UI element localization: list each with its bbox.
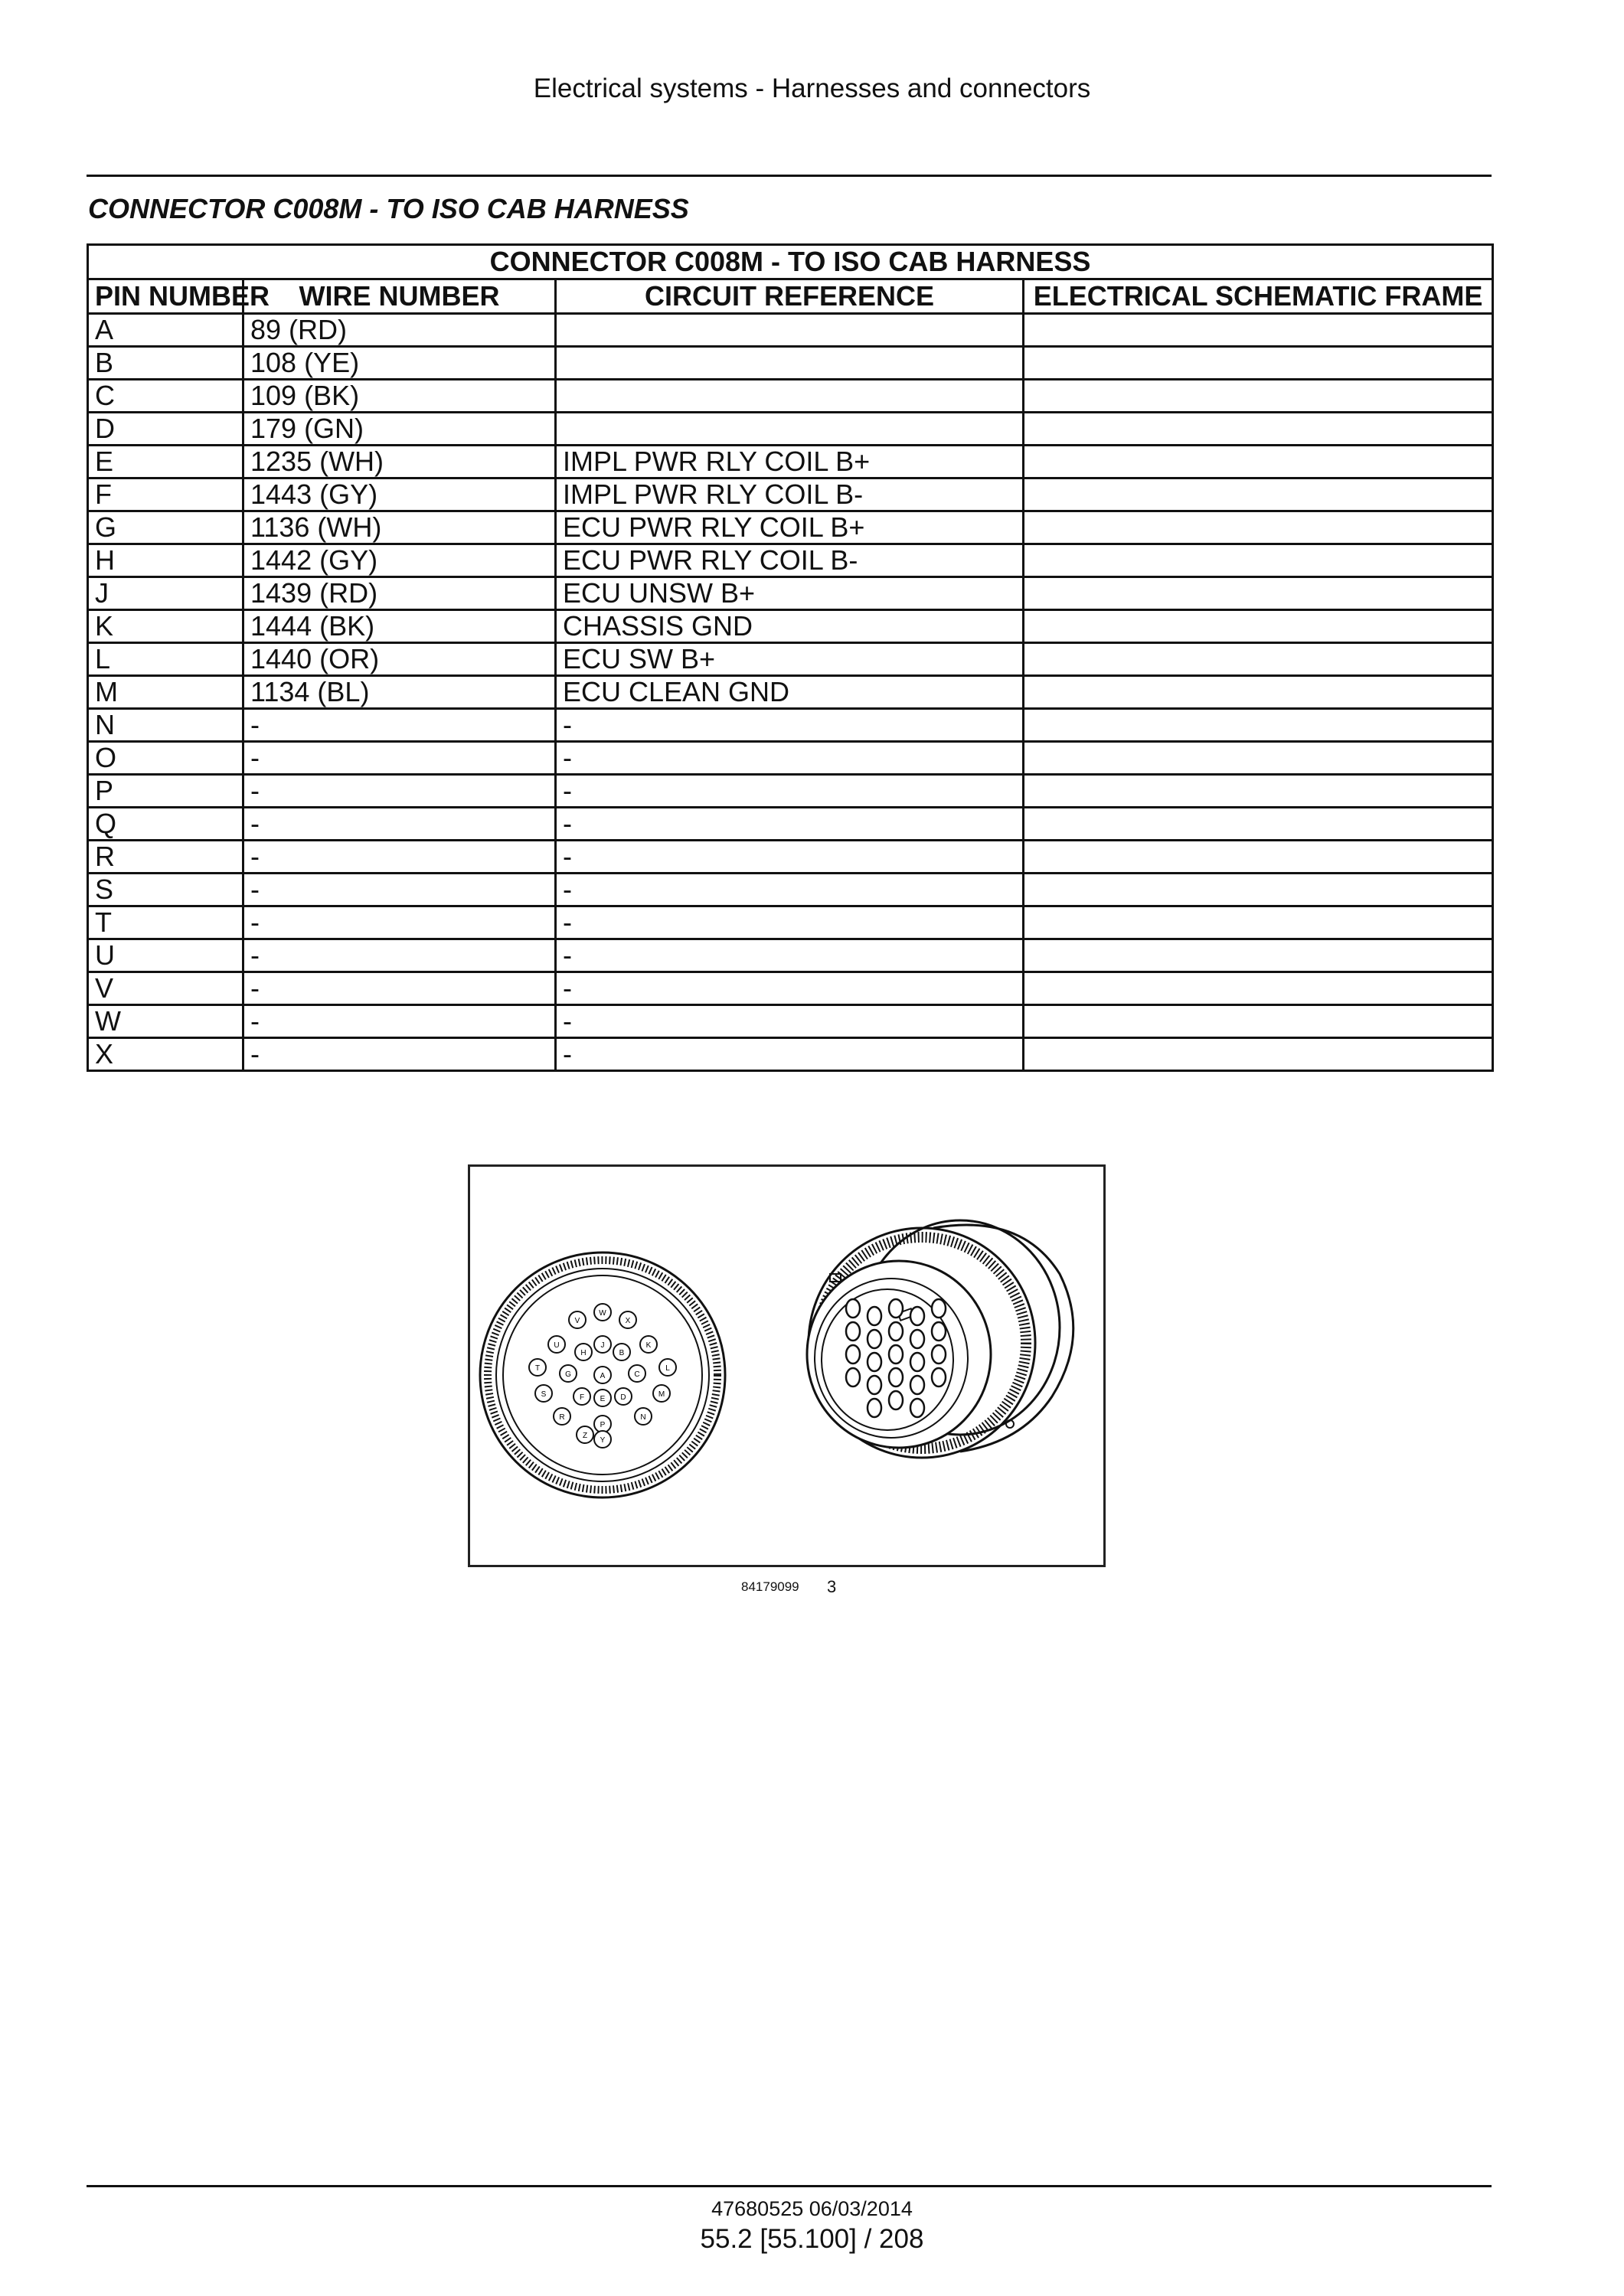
table-row (88, 380, 1493, 413)
schematic-frame-cell (1024, 413, 1493, 446)
schematic-frame-cell (1024, 742, 1493, 775)
table-row (88, 511, 1493, 544)
pin-cell: F (88, 478, 243, 511)
table-row (88, 643, 1493, 676)
table-row (88, 413, 1493, 446)
table-row (88, 314, 1493, 347)
column-header-wire-number: WIRE NUMBER (243, 279, 556, 314)
connector-pin-label: K (645, 1341, 652, 1350)
circuit-reference-cell: ECU PWR RLY COIL B+ (556, 511, 1024, 544)
column-header-circuit-reference: CIRCUIT REFERENCE (556, 279, 1024, 314)
pin-socket-icon (846, 1299, 860, 1318)
wire-number-cell: 1440 (OR) (243, 643, 556, 676)
wire-number-cell: 89 (RD) (243, 314, 556, 347)
circuit-reference-cell: - (556, 808, 1024, 841)
circuit-reference-cell: ECU PWR RLY COIL B- (556, 544, 1024, 577)
schematic-frame-cell (1024, 972, 1493, 1005)
schematic-frame-cell (1024, 511, 1493, 544)
table-row (88, 841, 1493, 874)
schematic-frame-cell (1024, 544, 1493, 577)
wire-number-cell: - (243, 939, 556, 972)
pin-cell: A (88, 314, 243, 347)
pin-cell: Q (88, 808, 243, 841)
schematic-frame-cell (1024, 347, 1493, 380)
wire-number-cell: 1443 (GY) (243, 478, 556, 511)
table-row (88, 676, 1493, 709)
connector-pin-label: R (559, 1413, 565, 1422)
wire-number-cell: - (243, 1005, 556, 1038)
schematic-frame-cell (1024, 841, 1493, 874)
connector-pin-label: E (600, 1395, 606, 1403)
circuit-reference-cell: ECU CLEAN GND (556, 676, 1024, 709)
circuit-reference-cell: IMPL PWR RLY COIL B+ (556, 446, 1024, 478)
table-row (88, 775, 1493, 808)
pin-socket-icon (889, 1391, 903, 1409)
pin-socket-icon (889, 1368, 903, 1386)
pin-socket-icon (868, 1353, 881, 1371)
connector-pin-label: N (640, 1413, 646, 1422)
pin-socket-icon (932, 1322, 946, 1341)
pin-cell: D (88, 413, 243, 446)
pin-cell: R (88, 841, 243, 874)
page-reference: 55.2 [55.100] / 208 (700, 2224, 924, 2254)
wire-number-cell: - (243, 742, 556, 775)
connector-side-view (807, 1220, 1073, 1458)
schematic-frame-cell (1024, 1005, 1493, 1038)
schematic-frame-cell (1024, 314, 1493, 347)
connector-pin-label: T (534, 1364, 541, 1373)
connector-pin-label: U (554, 1341, 560, 1350)
pin-cell: T (88, 906, 243, 939)
pin-cell: N (88, 709, 243, 742)
page-header-title: Electrical systems - Harnesses and connectors (533, 73, 1091, 103)
circuit-reference-cell (556, 347, 1024, 380)
pin-socket-icon (910, 1399, 924, 1417)
connector-pin-label: G (565, 1370, 571, 1379)
table-row (88, 939, 1493, 972)
table-row (88, 446, 1493, 478)
table-row (88, 1005, 1493, 1038)
schematic-frame-cell (1024, 577, 1493, 610)
connector-pin-label: V (574, 1317, 580, 1325)
pin-socket-icon (889, 1299, 903, 1318)
pin-cell: W (88, 1005, 243, 1038)
connector-pin-label: H (580, 1349, 587, 1357)
connector-pin-label: A (600, 1372, 606, 1380)
pin-socket-icon (932, 1368, 946, 1386)
connector-pin-label: D (620, 1393, 626, 1402)
schematic-frame-cell (1024, 775, 1493, 808)
pin-socket-icon (910, 1330, 924, 1348)
table-row (88, 478, 1493, 511)
pin-cell: H (88, 544, 243, 577)
wire-number-cell: - (243, 972, 556, 1005)
pin-cell: X (88, 1038, 243, 1071)
schematic-frame-cell (1024, 1038, 1493, 1071)
pin-cell: B (88, 347, 243, 380)
table-row (88, 577, 1493, 610)
schematic-frame-cell (1024, 478, 1493, 511)
pin-cell: K (88, 610, 243, 643)
wire-number-cell: 1439 (RD) (243, 577, 556, 610)
wire-number-cell: 1136 (WH) (243, 511, 556, 544)
pin-cell: S (88, 874, 243, 906)
pin-socket-icon (910, 1307, 924, 1325)
connector-face-view (480, 1253, 725, 1497)
connector-pin-label: Z (582, 1432, 588, 1440)
connector-illustration (470, 1167, 1108, 1569)
wire-number-cell: 1134 (BL) (243, 676, 556, 709)
pin-cell: M (88, 676, 243, 709)
pin-socket-icon (868, 1307, 881, 1325)
pin-socket-icon (868, 1330, 881, 1348)
pin-socket-icon (846, 1368, 860, 1386)
table-row (88, 808, 1493, 841)
connector-pin-label: P (600, 1421, 606, 1429)
schematic-frame-cell (1024, 939, 1493, 972)
connector-pin-label: X (625, 1317, 631, 1325)
circuit-reference-cell: - (556, 1038, 1024, 1071)
pin-socket-icon (910, 1376, 924, 1394)
connector-pin-label: W (599, 1309, 606, 1318)
connector-pin-label: B (619, 1349, 625, 1357)
wire-number-cell: 1235 (WH) (243, 446, 556, 478)
schematic-frame-cell (1024, 446, 1493, 478)
wire-number-cell: - (243, 709, 556, 742)
table-row (88, 972, 1493, 1005)
wire-number-cell: - (243, 906, 556, 939)
connector-figure (468, 1164, 1106, 1567)
pin-cell: O (88, 742, 243, 775)
circuit-reference-cell: - (556, 742, 1024, 775)
wire-number-cell: 1442 (GY) (243, 544, 556, 577)
pin-cell: U (88, 939, 243, 972)
wire-number-cell: 108 (YE) (243, 347, 556, 380)
table-row (88, 610, 1493, 643)
schematic-frame-cell (1024, 643, 1493, 676)
pin-socket-icon (868, 1376, 881, 1394)
schematic-frame-cell (1024, 709, 1493, 742)
table-caption: CONNECTOR C008M - TO ISO CAB HARNESS (88, 245, 1493, 279)
figure-number: 3 (827, 1577, 837, 1596)
connector-table (87, 243, 1494, 1072)
wire-number-cell: - (243, 808, 556, 841)
table-row (88, 709, 1493, 742)
circuit-reference-cell: ECU UNSW B+ (556, 577, 1024, 610)
circuit-reference-cell: CHASSIS GND (556, 610, 1024, 643)
wire-number-cell: 109 (BK) (243, 380, 556, 413)
pin-cell: V (88, 972, 243, 1005)
circuit-reference-cell: - (556, 709, 1024, 742)
table-body (88, 314, 1493, 1071)
table-row (88, 742, 1493, 775)
connector-pin-label: M (658, 1390, 665, 1399)
circuit-reference-cell (556, 413, 1024, 446)
pin-cell: L (88, 643, 243, 676)
connector-pin-label: S (541, 1390, 547, 1399)
table-row (88, 874, 1493, 906)
circuit-reference-cell: IMPL PWR RLY COIL B- (556, 478, 1024, 511)
circuit-reference-cell: ECU SW B+ (556, 643, 1024, 676)
wire-number-cell: - (243, 874, 556, 906)
wire-number-cell: - (243, 1038, 556, 1071)
wire-number-cell: 179 (GN) (243, 413, 556, 446)
circuit-reference-cell (556, 314, 1024, 347)
pin-socket-icon (932, 1345, 946, 1364)
pin-socket-icon (846, 1322, 860, 1341)
schematic-frame-cell (1024, 906, 1493, 939)
schematic-frame-cell (1024, 874, 1493, 906)
circuit-reference-cell: - (556, 1005, 1024, 1038)
pin-cell: C (88, 380, 243, 413)
connector-pin-label: L (665, 1364, 670, 1373)
pin-socket-icon (868, 1399, 881, 1417)
circuit-reference-cell: - (556, 775, 1024, 808)
table-row (88, 906, 1493, 939)
wire-number-cell: - (243, 775, 556, 808)
wire-number-cell: 1444 (BK) (243, 610, 556, 643)
schematic-frame-cell (1024, 676, 1493, 709)
circuit-reference-cell: - (556, 841, 1024, 874)
figure-image-id: 84179099 (741, 1579, 799, 1594)
pin-cell: E (88, 446, 243, 478)
header-rule (87, 175, 1492, 177)
schematic-frame-cell (1024, 380, 1493, 413)
table-row (88, 347, 1493, 380)
column-header-schematic-frame: ELECTRICAL SCHEMATIC FRAME (1024, 279, 1493, 314)
connector-pin-label: F (579, 1393, 585, 1402)
connector-pin-label: C (634, 1370, 640, 1379)
pin-socket-icon (889, 1345, 903, 1364)
footer-rule (87, 2185, 1492, 2187)
column-header-pin-number: PIN NUMBER (88, 279, 243, 314)
circuit-reference-cell: - (556, 939, 1024, 972)
connector-pin-label: J (600, 1341, 605, 1350)
section-title: CONNECTOR C008M - TO ISO CAB HARNESS (88, 193, 689, 224)
pin-socket-icon (910, 1353, 924, 1371)
document-reference: 47680525 06/03/2014 (711, 2197, 913, 2220)
pin-socket-icon (846, 1345, 860, 1364)
wire-number-cell: - (243, 841, 556, 874)
schematic-frame-cell (1024, 808, 1493, 841)
circuit-reference-cell: - (556, 972, 1024, 1005)
circuit-reference-cell (556, 380, 1024, 413)
pin-socket-icon (889, 1322, 903, 1341)
table-row (88, 1038, 1493, 1071)
pin-cell: J (88, 577, 243, 610)
circuit-reference-cell: - (556, 874, 1024, 906)
face-pin-group (529, 1304, 676, 1448)
pin-cell: P (88, 775, 243, 808)
schematic-frame-cell (1024, 610, 1493, 643)
table-row (88, 544, 1493, 577)
circuit-reference-cell: - (556, 906, 1024, 939)
connector-pin-label: Y (600, 1436, 606, 1445)
pin-socket-icon (932, 1299, 946, 1318)
pin-cell: G (88, 511, 243, 544)
